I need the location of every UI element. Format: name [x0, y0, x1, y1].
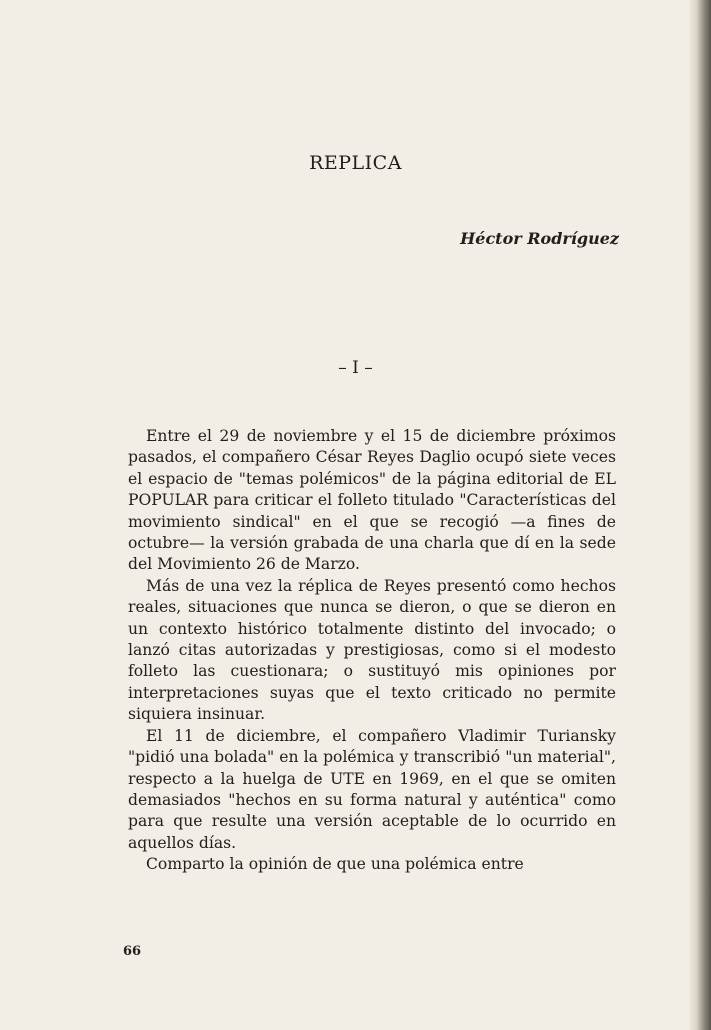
paragraph: Entre el 29 de noviembre y el 15 de diciembre próximos pasados, el compañero César Reyes Daglio ocupó siete veces el espacio de "temas polémicos" de la página editorial de EL POPULAR para criticar el folleto titulado "Características del movimiento sindical" en el que se recogió —a fines de octubre— la versión grabada de una charla que dí en la sede del Movimiento 26 de Marzo.	[128, 427, 616, 574]
page-title: REPLICA	[309, 152, 402, 174]
author-name: Héctor Rodríguez	[460, 229, 619, 248]
body-text	[128, 426, 616, 876]
paragraph: Más de una vez la réplica de Reyes presentó como hechos reales, situaciones que nunca se dieron, o que se dieron en un contexto histórico totalmente distinto del invocado; o lanzó citas autorizadas y prestigiosas, como si el modesto folleto las cuestionara; o sustituyó mis opiniones por interpretaciones suyas que el texto criticado no permite siquiera insinuar.	[128, 576, 616, 724]
section-mark: – I –	[338, 358, 373, 378]
page-number: 66	[123, 944, 142, 959]
paragraph: El 11 de diciembre, el compañero Vladimir Turiansky "pidió una bolada" en la polémica y transcribió "un material", respecto a la huelga de UTE en 1969, en el que se omiten demasiados "hechos en su forma natural y auténtica" como para que resulte una versión aceptable de lo ocurrido en aquellos días.	[128, 726, 616, 852]
paragraph: Comparto la opinión de que una polémica entre	[146, 855, 524, 874]
